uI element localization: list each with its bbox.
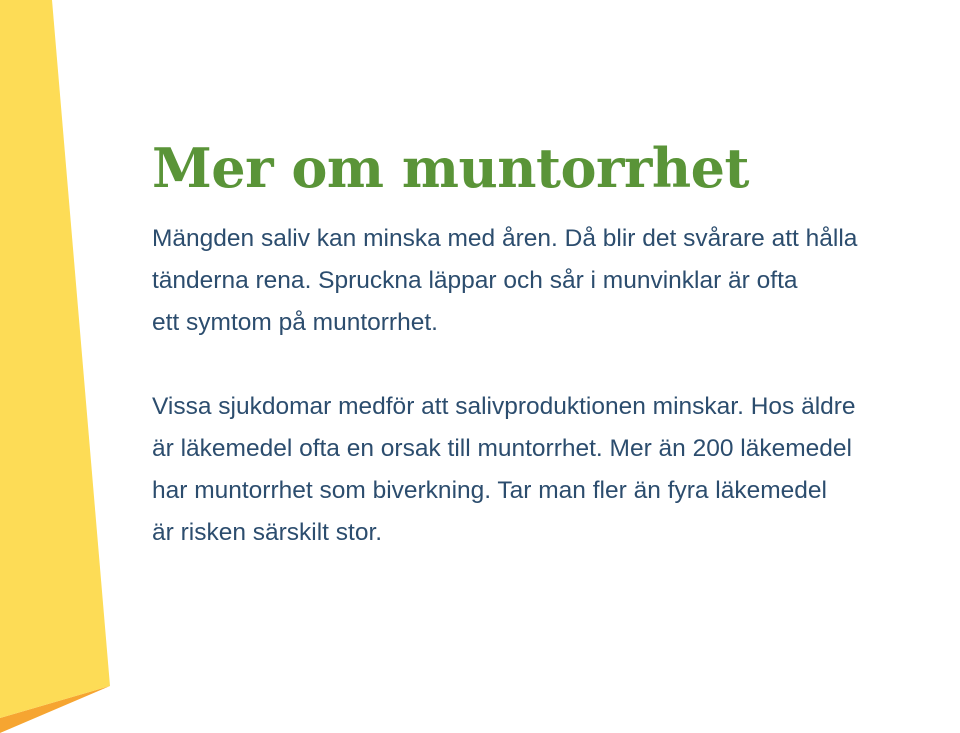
paragraph-line: är risken särskilt stor. <box>152 519 383 546</box>
yellow-decorative-band <box>0 0 140 733</box>
paragraph-saliva-age <box>152 218 960 344</box>
article <box>152 130 960 554</box>
paragraph-line: har muntorrhet som biverkning. Tar man fler än fyra läkemedel <box>152 477 827 504</box>
paragraph-line: Mängden saliv kan minska med åren. Då blir det svårare att hålla <box>152 225 858 252</box>
page-title: Mer om muntorrhet <box>152 136 749 200</box>
paragraph-line: Vissa sjukdomar medför att salivproduktionen minskar. Hos äldre <box>152 393 856 420</box>
yellow-band-shape <box>0 0 110 718</box>
paragraph-line: är läkemedel ofta en orsak till muntorrhet. Mer än 200 läkemedel <box>152 435 852 462</box>
paragraph-line: tänderna rena. Spruckna läppar och sår i munvinklar är ofta <box>152 267 798 294</box>
paragraph-line: ett symtom på muntorrhet. <box>152 309 438 336</box>
paragraph-medication <box>152 386 960 554</box>
